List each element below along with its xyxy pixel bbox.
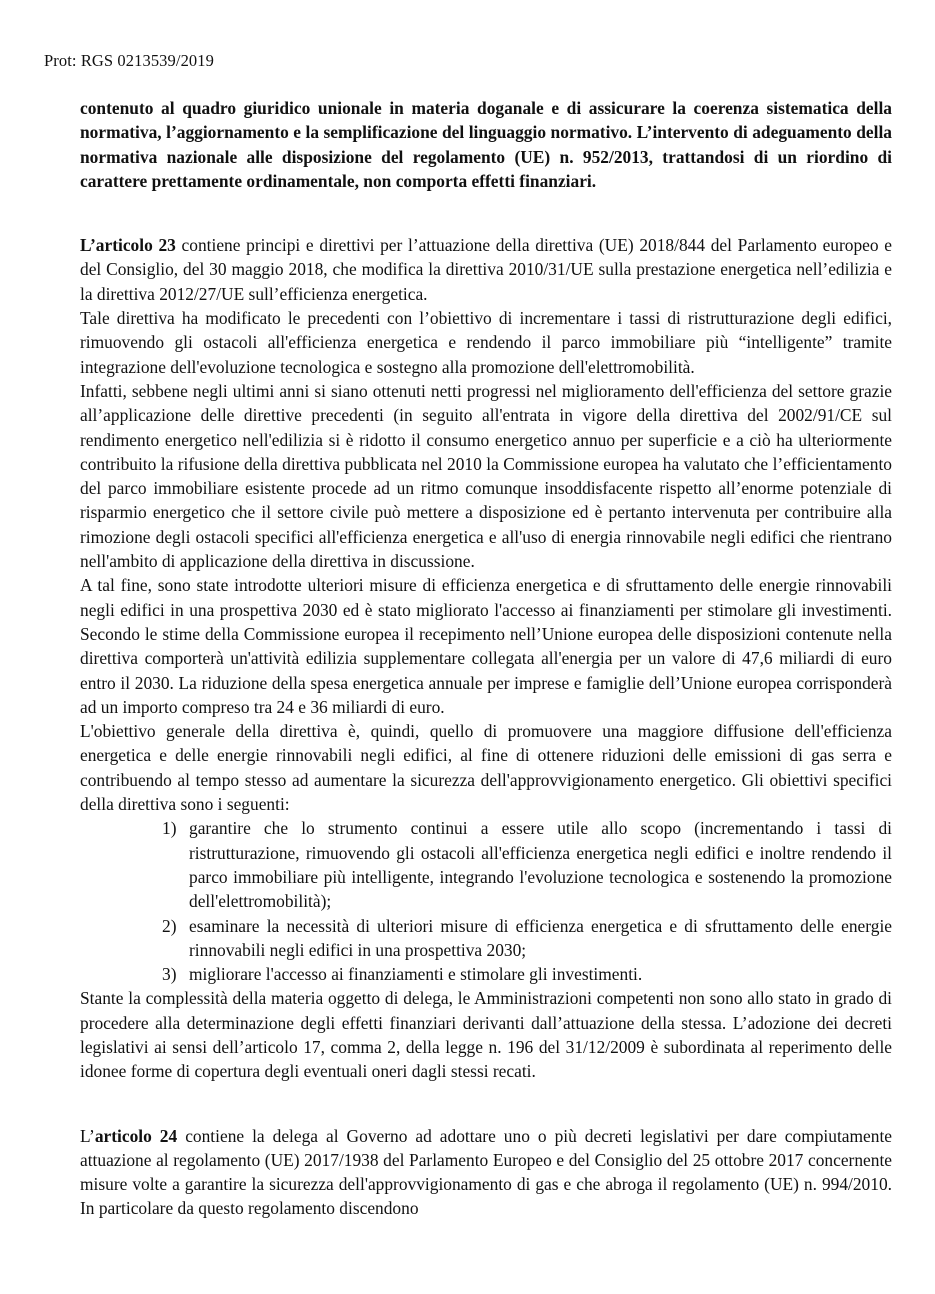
list-item-number: 2) [162, 915, 177, 936]
list-item-number: 3) [162, 964, 177, 985]
document-body [80, 96, 892, 1221]
article-23-label: L’articolo 23 [80, 235, 176, 256]
article-23-p1-text: contiene principi e direttivi per l’attuazione della direttiva (UE) 2018/844 del Parlamento europeo e del Consiglio, del 30 maggio 2018, che modifica la direttiva 2010/31/UE sulla prestazione energetica nell’edilizia e la direttiva 2012/27/UE sull’efficienza energetica. [80, 235, 892, 304]
list-item-number: 1) [162, 818, 177, 839]
article-23-paragraph-6: Stante la complessità della materia oggetto di delega, le Amministrazioni competenti non sono allo stato in grado di procedere alla determinazione degli effetti finanziari derivanti dall’attuazione della stessa. L’adozione dei decreti legislativi ai sensi dell’articolo 17, comma 2, della legge n. 196 del 31/12/2009 è subordinata al reperimento delle idonee forme di copertura degli eventuali oneri dagli stessi recati. [80, 988, 892, 1082]
article-23-paragraph-2: Tale direttiva ha modificato le precedenti con l’obiettivo di incrementare i tassi di ristrutturazione degli edifici, rimuovendo gli ostacoli all'efficienza energetica e rendendo il parco immobiliare più “intelligente” tramite integrazione dell'evoluzione tecnologica e sostegno alla promozione dell'elettromobilità. [80, 308, 892, 377]
list-item [162, 914, 892, 963]
article-24-label-prefix: L’ [80, 1125, 95, 1146]
article-24-paragraph-1 [80, 1124, 892, 1221]
protocol-number: Prot: RGS 0213539/2019 [44, 51, 214, 70]
intro-paragraph: contenuto al quadro giuridico unionale in materia doganale e di assicurare la coerenza sistematica della normativa, l’aggiornamento e la semplificazione del linguaggio normativo. L’intervento di adeguamento della normativa nazionale alle disposizione del regolamento (UE) n. 952/2013, trattandosi di un riordino di carattere prettamente ordinamentale, non comporta effetti finanziari. [80, 98, 892, 191]
list-item [162, 816, 892, 913]
list-item-text: garantire che lo strumento continui a essere utile allo scopo (incrementando i tassi di ristrutturazione, rimuovendo gli ostacoli all'efficienza energetica negli edifici e inoltre rendendo il parco immobiliare più intelligente, integrando l'evoluzione tecnologica e sostenendo la promozione dell'elettromobilità); [189, 818, 892, 912]
list-item [162, 962, 892, 986]
list-item-text: migliorare l'accesso ai finanziamenti e stimolare gli investimenti. [189, 964, 643, 985]
article-23-paragraph-1 [80, 233, 892, 306]
objectives-list [80, 816, 892, 986]
list-item-text: esaminare la necessità di ulteriori misure di efficienza energetica e di sfruttamento delle energie rinnovabili negli edifici in una prospettiva 2030; [189, 915, 892, 960]
article-24-label: articolo 24 [94, 1125, 178, 1146]
article-23-paragraph-5: L'obiettivo generale della direttiva è, quindi, quello di promuovere una maggiore diffusione dell'efficienza energetica e delle energie rinnovabili negli edifici, al fine di ottenere riduzioni delle emissioni di gas serra e contribuendo al tempo stesso ad aumentare la sicurezza dell'approvvigionamento energetico. Gli obiettivi specifici della direttiva sono i seguenti: [80, 721, 892, 815]
article-24-p1-text: contiene la delega al Governo ad adottare uno o più decreti legislativi per dare compiutamente attuazione al regolamento (UE) 2017/1938 del Parlamento Europeo e del Consiglio del 25 ottobre 2017 concernente misure volte a garantire la sicurezza dell'approvvigionamento di gas e che abroga il regolamento (UE) n. 994/2010. In particolare da questo regolamento discendono [80, 1125, 892, 1219]
article-23-paragraph-3: Infatti, sebbene negli ultimi anni si siano ottenuti netti progressi nel miglioramento dell'efficienza del settore grazie all’applicazione delle direttive precedenti (in seguito all'entrata in vigore della direttiva del 2002/91/CE sul rendimento energetico nell'edilizia si è ridotto il consumo energetico annuo per superficie e a ciò ha ulteriormente contribuito la rifusione della direttiva pubblicata nel 2010 la Commissione europea ha valutato che l’efficientamento del parco immobiliare esistente procede ad un ritmo comunque insoddisfacente rispetto all’enorme potenziale di risparmio energetico che il settore civile può mettere a disposizione ed è pertanto intervenuta per contribuire alla rimozione degli ostacoli specifici all'efficienza energetica e all'uso di energia rinnovabile negli edifici che rientrano nell'ambito di applicazione della direttiva in discussione. [80, 380, 892, 572]
article-23-paragraph-4: A tal fine, sono state introdotte ulteriori misure di efficienza energetica e di sfruttamento delle energie rinnovabili negli edifici in una prospettiva 2030 ed è stato migliorato l'accesso ai finanziamenti per stimolare gli investimenti. Secondo le stime della Commissione europea il recepimento nell’Unione europea delle disposizioni contenute nella direttiva comporterà un'attività edilizia supplementare collegata all'energia per un valore di 47,6 miliardi di euro entro il 2030. La riduzione della spesa energetica annuale per imprese e famiglie dell’Unione europea corrisponderà ad un importo compreso tra 24 e 36 miliardi di euro. [80, 575, 892, 717]
